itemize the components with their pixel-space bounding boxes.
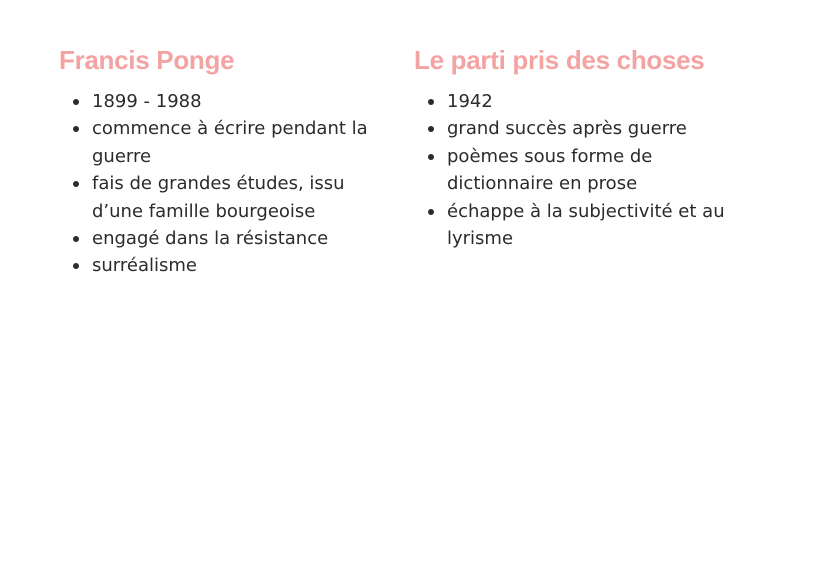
bullet-icon bbox=[428, 99, 434, 105]
bullet-icon bbox=[73, 99, 79, 105]
list-item-text: échappe à la subjectivité et au lyrisme bbox=[447, 200, 725, 250]
list-item bbox=[414, 143, 744, 198]
list-item bbox=[59, 252, 389, 279]
list-item-text: commence à écrire pendant la guerre bbox=[92, 118, 368, 167]
bullet-icon bbox=[73, 236, 79, 242]
list-item bbox=[414, 198, 744, 253]
list-item-text: poèmes sous forme de dictionnaire en prose bbox=[447, 145, 653, 195]
list-item-text: 1899 - 1988 bbox=[92, 91, 202, 112]
work-heading: Le parti pris des choses bbox=[414, 45, 705, 75]
list-item-text: engagé dans la résistance bbox=[92, 228, 329, 250]
bullet-icon bbox=[428, 209, 434, 215]
list-item-text: 1942 bbox=[447, 91, 493, 112]
list-item-text: fais de grandes études, issu d’une famille bourgeoise bbox=[92, 173, 345, 222]
list-item bbox=[59, 115, 389, 170]
author-heading: Francis Ponge bbox=[59, 45, 235, 75]
list-item bbox=[414, 88, 744, 115]
list-item-text: grand succès après guerre bbox=[447, 118, 687, 140]
list-item bbox=[59, 88, 389, 115]
list-item-text: surréalisme bbox=[92, 255, 197, 277]
author-facts-list bbox=[59, 88, 389, 280]
list-item bbox=[59, 225, 389, 252]
list-item bbox=[59, 170, 389, 225]
list-item bbox=[414, 115, 744, 142]
bullet-icon bbox=[73, 263, 79, 269]
left-column bbox=[59, 42, 389, 280]
right-column bbox=[414, 42, 744, 252]
bullet-icon bbox=[73, 126, 79, 132]
work-facts-list bbox=[414, 88, 744, 252]
bullet-icon bbox=[428, 154, 434, 160]
bullet-icon bbox=[428, 126, 434, 132]
bullet-icon bbox=[73, 181, 79, 187]
